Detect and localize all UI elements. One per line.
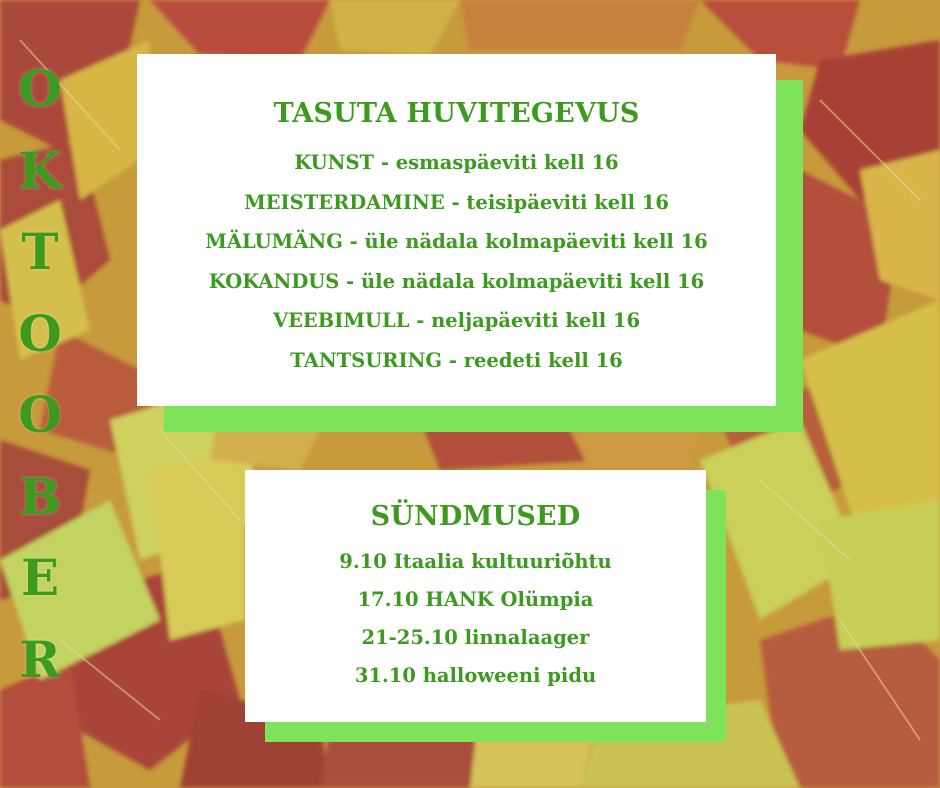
activity-item: MEISTERDAMINE - teisipäeviti kell 16 — [244, 190, 669, 214]
title-letter: B — [18, 466, 62, 526]
event-item: 31.10 halloweeni pidu — [354, 664, 597, 687]
title-letter: R — [19, 629, 61, 689]
title-letter: O — [18, 385, 62, 444]
activity-item: KOKANDUS - üle nädala kolmapäeviti kell 16 — [208, 269, 705, 293]
title-letter: E — [20, 548, 60, 607]
free-activities-title: TASUTA HUVITEGEVUS — [273, 98, 640, 129]
title-letter: O — [18, 303, 62, 363]
title-letter: K — [18, 140, 62, 200]
event-item: 21-25.10 linnalaager — [361, 626, 590, 649]
events-title: SÜNDMUSED — [370, 501, 581, 532]
event-item: 9.10 Itaalia kultuuriõhtu — [339, 550, 612, 573]
events-card — [245, 470, 706, 722]
activity-item: VEEBIMULL - neljapäeviti kell 16 — [272, 309, 641, 332]
title-letter: O — [18, 59, 62, 118]
activity-item: MÄLUMÄNG - üle nädala kolmapäeviti kell 16 — [205, 230, 708, 253]
activity-item: TANTSURING - reedeti kell 16 — [290, 348, 623, 372]
free-activities-card — [137, 54, 776, 406]
activity-item: KUNST - esmaspäeviti kell 16 — [294, 151, 619, 174]
vertical-month-title — [14, 48, 66, 700]
event-item: 17.10 HANK Olümpia — [357, 588, 594, 611]
title-letter: T — [21, 222, 59, 281]
